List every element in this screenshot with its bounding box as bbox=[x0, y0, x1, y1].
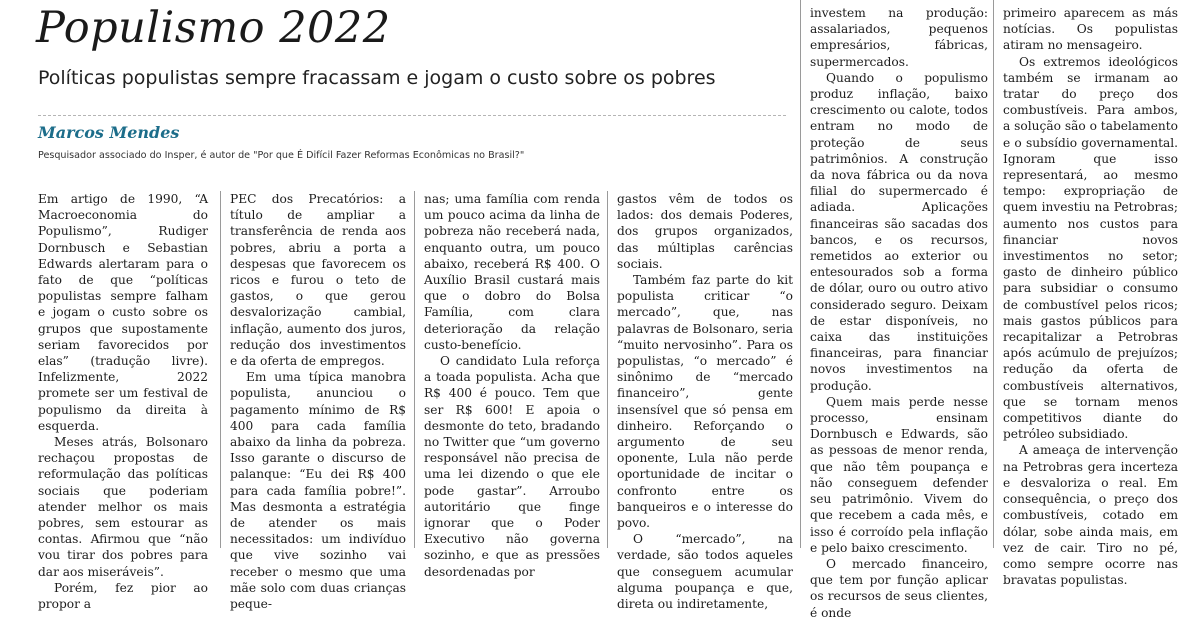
text-column-5 bbox=[810, 5, 988, 621]
author-bio: Pesquisador associado do Insper, é autor de "Por que É Difícil Fazer Reformas Econômicas no Brasil?" bbox=[38, 150, 525, 161]
paragraph: Em uma típica manobra populista, anunciou o pagamento mínimo de R$ 400 para cada família abaixo da linha da pobreza. Isso garante o discurso de palanque: “Eu dei R$ 400 para cada família pobre!”. Mas desmonta a estratégia de atender os mais necessitados: um indivíduo que vive sozinho vai receber o mesmo que uma mãe solo com duas crianças peque- bbox=[230, 370, 406, 612]
column-rule bbox=[607, 191, 608, 548]
text-column-6 bbox=[1003, 5, 1178, 588]
header-divider bbox=[38, 115, 786, 116]
column-rule bbox=[220, 191, 221, 548]
paragraph: O “mercado”, na verdade, são todos aqueles que conseguem acumular alguma poupança e que, direta ou indiretamente, bbox=[617, 532, 793, 612]
paragraph: investem na produção: assalariados, pequenos empresários, fábricas, supermercados. bbox=[810, 6, 988, 69]
paragraph: Os extremos ideológicos também se irmanam ao tratar do preço dos combustíveis. Para ambos, a solução são o tabelamento e o subsídio governamental. Ignoram que isso representará, ao mesmo tempo: expropriação de quem investiu na Petrobras; aumento nos custos para financiar novos investimentos no setor; gasto de dinheiro público para subsidiar o consumo de combustível pelos ricos; mais gastos públicos para recapitalizar a Petrobras após acúmulo de prejuízos; redução da oferta de combustíveis alternativos, que se tornam menos competitivos diante do petróleo subsidiado. bbox=[1003, 54, 1178, 442]
paragraph: Quando o populismo produz inflação, baixo crescimento ou calote, todos entram no modo de proteção de seus patrimônios. A construção da nova fábrica ou da nova filial do supermercado é adiada. Aplicações financeiras são sacadas dos bancos, e os recursos, remetidos ao exterior ou entesourados sob a forma de dólar, ouro ou outro ativo considerado seguro. Deixam de estar disponíveis, no caixa das instituições financeiras, para financiar novos investimentos na produção. bbox=[810, 70, 988, 393]
paragraph: PEC dos Precatórios: a título de ampliar a transferência de renda aos pobres, abriu a porta a despesas que favorecem os ricos e furou o teto de gastos, o que gerou desvalorização cambial, inflação, aumento dos juros, redução dos investimentos e da oferta de empregos. bbox=[230, 192, 406, 369]
text-column-1 bbox=[38, 191, 208, 612]
column-rule bbox=[800, 0, 801, 548]
paragraph: O mercado financeiro, que tem por função aplicar os recursos de seus clientes, é onde bbox=[810, 556, 988, 620]
paragraph: Em artigo de 1990, “A Macroeconomia do Populismo”, Rudiger Dornbusch e Sebastian Edwards alertaram para o fato de que “políticas populistas sempre falham e jogam o custo sobre os grupos que supostamente seriam favorecidos por elas” (tradução livre). Infelizmente, 2022 promete ser um festival de populismo da direita à esquerda. bbox=[38, 192, 208, 433]
paragraph: nas; uma família com renda um pouco acima da linha de pobreza não receberá nada, enquanto outra, um pouco abaixo, receberá R$ 400. O Auxílio Brasil custará mais que o dobro do Bolsa Família, com clara deterioração da relação custo-benefício. bbox=[424, 192, 600, 352]
text-column-3 bbox=[424, 191, 600, 580]
paragraph: primeiro aparecem as más notícias. Os populistas atiram no mensageiro. bbox=[1003, 6, 1178, 53]
paragraph: Meses atrás, Bolsonaro rechaçou propostas de reformulação das políticas sociais que poderiam atender melhor os mais pobres, sem estourar as contas. Afirmou que “não vou tirar dos pobres para dar aos miseráveis”. bbox=[38, 435, 208, 579]
article-subtitle: Políticas populistas sempre fracassam e jogam o custo sobre os pobres bbox=[38, 67, 716, 89]
paragraph: Porém, fez pior ao propor a bbox=[38, 580, 208, 612]
author-name: Marcos Mendes bbox=[38, 123, 180, 142]
text-column-4 bbox=[617, 191, 793, 612]
paragraph: O candidato Lula reforça a toada populista. Acha que R$ 400 é pouco. Tem que ser R$ 600! E apoia o desmonte do teto, bradando no Twitter que “um governo responsável não precisa de uma lei dizendo o que ele pode gastar”. Arroubo autoritário que finge ignorar que o Poder Executivo não governa sozinho, e que as pressões desordenadas por bbox=[424, 354, 600, 579]
column-rule bbox=[414, 191, 415, 548]
paragraph: Também faz parte do kit populista criticar “o mercado”, que, nas palavras de Bolsonaro, seria “muito nervosinho”. Para os populistas, “o mercado” é sinônimo de “mercado financeiro”, gente insensível que só pensa em dinheiro. Reforçando o argumento de seu oponente, Lula não perde oportunidade de incitar o confronto entre os banqueiros e o interesse do povo. bbox=[617, 273, 793, 531]
article-title: Populismo 2022 bbox=[36, 3, 391, 53]
text-column-2 bbox=[230, 191, 406, 612]
column-rule bbox=[993, 0, 994, 548]
paragraph: gastos vêm de todos os lados: dos demais Poderes, dos grupos organizados, das múltiplas carências sociais. bbox=[617, 192, 793, 271]
paragraph: A ameaça de intervenção na Petrobras gera incerteza e desvaloriza o real. Em consequência, o preço dos combustíveis, cotado em dólar, sobe ainda mais, em vez de cair. Tiro no pé, como sempre ocorre nas bravatas populistas. bbox=[1003, 443, 1178, 588]
paragraph: Quem mais perde nesse processo, ensinam Dornbusch e Edwards, são as pessoas de menor renda, que não têm poupança e não conseguem defender seu patrimônio. Vivem do que recebem a cada mês, e isso é corroído pela inflação e pelo baixo crescimento. bbox=[810, 394, 988, 555]
